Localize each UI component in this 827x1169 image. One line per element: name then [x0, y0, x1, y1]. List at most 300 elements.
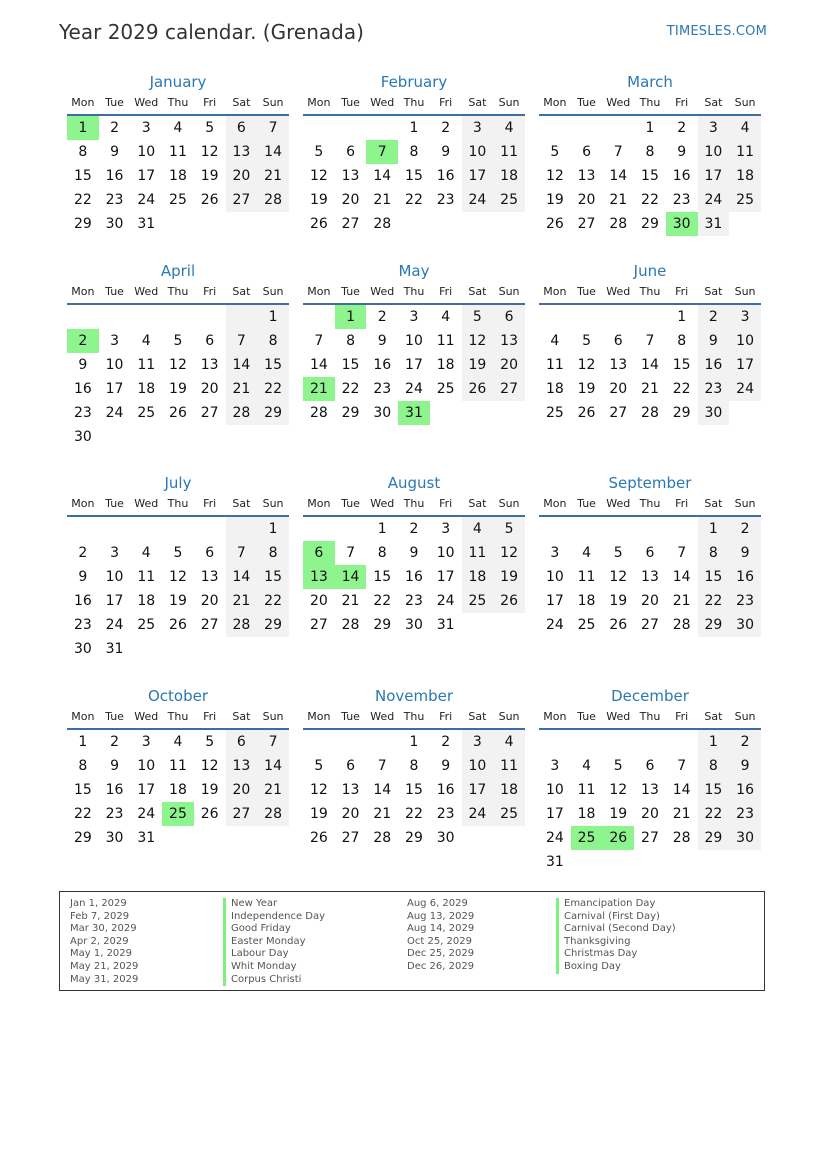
week-row — [539, 613, 761, 637]
weekday-label: Wed — [370, 710, 395, 723]
day-cell: 7 — [645, 333, 655, 349]
day-cell: 22 — [698, 802, 730, 826]
day-cell: 9 — [729, 754, 761, 778]
day-cell: 15 — [73, 782, 92, 798]
day-cell: 25 — [169, 192, 187, 208]
weekday-label: Thu — [639, 285, 661, 298]
day-cell: 1 — [377, 521, 387, 537]
weekday-label: Fri — [203, 710, 217, 723]
day-cell: 26 — [169, 405, 187, 421]
week-row — [67, 565, 289, 589]
weekday-label: Sat — [232, 96, 251, 109]
day-cell: 16 — [672, 168, 691, 184]
weekday-label: Mon — [307, 285, 331, 298]
day-cell: 15 — [257, 565, 289, 589]
weekday-label: Fri — [439, 285, 453, 298]
day-cell: 7 — [226, 541, 258, 565]
holiday-name: Labour Day — [223, 948, 325, 961]
day-cell: 17 — [729, 353, 761, 377]
day-cell: 31 — [545, 854, 564, 870]
day-cell: 25 — [729, 188, 761, 212]
day-cell: 6 — [205, 333, 215, 349]
weekday-label: Tue — [577, 285, 596, 298]
day-cell: 3 — [441, 521, 451, 537]
weekday-label: Thu — [403, 497, 425, 510]
day-cell: 10 — [545, 782, 564, 798]
day-cell: 8 — [78, 144, 88, 160]
weekday-label: Thu — [639, 497, 661, 510]
holiday-name: Emancipation Day — [556, 898, 676, 911]
day-cell: 4 — [141, 333, 151, 349]
day-cell: 26 — [169, 617, 187, 633]
day-cell: 5 — [582, 333, 592, 349]
week-row — [67, 353, 289, 377]
day-cell: 23 — [436, 806, 455, 822]
day-cell: 15 — [698, 778, 730, 802]
weekday-label: Sun — [734, 96, 756, 109]
day-cell: 9 — [677, 144, 687, 160]
day-cell: 10 — [545, 569, 564, 585]
holiday-day-cell: 31 — [398, 401, 430, 425]
day-cell: 23 — [729, 589, 761, 613]
day-cell: 28 — [609, 216, 628, 232]
day-cell: 23 — [729, 802, 761, 826]
weekday-label: Tue — [105, 497, 124, 510]
holiday-date: Dec 26, 2029 — [407, 960, 475, 972]
empty-day-cell — [634, 305, 666, 329]
week-row — [539, 116, 761, 140]
day-cell: 28 — [309, 405, 328, 421]
site-link[interactable]: TIMESLES.COM — [666, 24, 767, 39]
holiday-name: Carnival (Second Day) — [556, 923, 676, 936]
weekday-label: Sat — [468, 96, 487, 109]
day-cell: 28 — [341, 617, 360, 633]
day-cell: 16 — [105, 782, 124, 798]
empty-day-cell — [666, 517, 698, 541]
day-cell: 14 — [309, 357, 328, 373]
day-cell: 24 — [545, 830, 564, 846]
day-cell: 4 — [582, 758, 592, 774]
week-row — [303, 164, 525, 188]
day-cell: 28 — [672, 617, 691, 633]
week-row — [539, 730, 761, 754]
weekday-label: Fri — [439, 710, 453, 723]
day-cell: 1 — [698, 517, 730, 541]
day-cell: 5 — [462, 305, 494, 329]
day-cell: 25 — [462, 589, 494, 613]
day-cell: 14 — [672, 569, 691, 585]
week-row — [303, 188, 525, 212]
day-cell: 21 — [226, 377, 258, 401]
day-cell: 23 — [373, 381, 392, 397]
week-row — [539, 401, 761, 425]
day-cell: 8 — [78, 758, 88, 774]
day-cell: 19 — [169, 381, 187, 397]
day-cell: 9 — [78, 357, 88, 373]
empty-day-cell — [194, 212, 226, 236]
weekday-header — [539, 94, 761, 116]
day-cell: 19 — [309, 806, 328, 822]
day-cell: 26 — [200, 192, 219, 208]
week-row — [67, 613, 289, 637]
day-cell: 19 — [577, 381, 596, 397]
day-cell: 7 — [377, 758, 387, 774]
day-cell: 27 — [577, 216, 596, 232]
day-cell: 31 — [436, 617, 455, 633]
day-cell: 17 — [462, 778, 494, 802]
week-row — [303, 565, 525, 589]
empty-day-cell — [162, 212, 194, 236]
day-cell: 22 — [405, 806, 423, 822]
day-cell: 13 — [200, 357, 219, 373]
day-cell: 21 — [672, 806, 691, 822]
empty-day-cell — [366, 730, 398, 754]
weekday-label: Thu — [167, 96, 189, 109]
weekday-label: Sun — [262, 96, 284, 109]
holiday-day-cell: 7 — [366, 140, 398, 164]
holiday-date: Aug 13, 2029 — [407, 910, 475, 922]
empty-day-cell — [539, 116, 571, 140]
day-cell: 15 — [341, 357, 360, 373]
day-cell: 27 — [200, 617, 219, 633]
weekday-label: Mon — [543, 497, 567, 510]
empty-day-cell — [67, 517, 99, 541]
day-cell: 15 — [641, 168, 659, 184]
week-row — [539, 802, 761, 826]
week-row — [539, 164, 761, 188]
day-cell: 28 — [373, 830, 392, 846]
day-cell: 10 — [137, 758, 156, 774]
day-cell: 11 — [729, 140, 761, 164]
empty-day-cell — [493, 826, 525, 850]
day-cell: 14 — [373, 168, 392, 184]
day-cell: 12 — [462, 329, 494, 353]
day-cell: 7 — [613, 144, 623, 160]
empty-day-cell — [226, 637, 258, 661]
month-title: April — [160, 262, 196, 280]
day-cell: 3 — [550, 545, 560, 561]
day-cell: 23 — [698, 377, 730, 401]
day-cell: 25 — [493, 802, 525, 826]
week-row — [67, 637, 289, 661]
holiday-day-cell: 26 — [602, 826, 634, 850]
week-row — [303, 541, 525, 565]
day-cell: 31 — [137, 830, 156, 846]
day-cell: 21 — [373, 192, 392, 208]
day-cell: 14 — [609, 168, 628, 184]
week-row — [303, 377, 525, 401]
day-cell: 7 — [677, 758, 687, 774]
week-row — [539, 140, 761, 164]
day-cell: 24 — [436, 593, 455, 609]
week-row — [67, 188, 289, 212]
day-cell: 24 — [137, 806, 156, 822]
day-cell: 22 — [73, 192, 92, 208]
day-cell: 22 — [698, 589, 730, 613]
day-cell: 5 — [173, 545, 183, 561]
day-cell: 29 — [698, 826, 730, 850]
day-cell: 11 — [169, 758, 187, 774]
day-cell: 28 — [257, 188, 289, 212]
day-cell: 10 — [462, 140, 494, 164]
day-cell: 11 — [137, 569, 156, 585]
weekday-label: Sun — [262, 497, 284, 510]
weekday-label: Sat — [704, 285, 723, 298]
day-cell: 22 — [73, 806, 92, 822]
day-cell: 19 — [609, 806, 628, 822]
empty-day-cell — [366, 116, 398, 140]
day-cell: 23 — [73, 405, 92, 421]
weekday-label: Tue — [341, 96, 360, 109]
day-cell: 22 — [341, 381, 360, 397]
weekday-header — [303, 94, 525, 116]
week-row — [303, 401, 525, 425]
week-row — [539, 212, 761, 236]
day-cell: 18 — [577, 593, 596, 609]
day-cell: 24 — [105, 405, 124, 421]
day-cell: 8 — [257, 329, 289, 353]
day-cell: 28 — [373, 216, 392, 232]
day-cell: 9 — [78, 569, 88, 585]
day-cell: 10 — [729, 329, 761, 353]
weekday-label: Fri — [675, 497, 689, 510]
day-cell: 20 — [200, 593, 219, 609]
day-cell: 30 — [373, 405, 392, 421]
weekday-label: Tue — [105, 96, 124, 109]
empty-day-cell — [493, 401, 525, 425]
empty-day-cell — [226, 212, 258, 236]
week-row — [67, 164, 289, 188]
day-cell: 21 — [672, 593, 691, 609]
weekday-label: Thu — [639, 710, 661, 723]
day-cell: 19 — [200, 782, 219, 798]
day-cell: 4 — [582, 545, 592, 561]
day-cell: 10 — [462, 754, 494, 778]
empty-day-cell — [257, 425, 289, 449]
week-row — [539, 517, 761, 541]
day-cell: 29 — [641, 216, 659, 232]
empty-day-cell — [99, 425, 131, 449]
weekday-label: Thu — [167, 497, 189, 510]
day-cell: 12 — [200, 144, 219, 160]
day-cell: 24 — [462, 802, 494, 826]
day-cell: 8 — [346, 333, 356, 349]
weekday-label: Tue — [341, 285, 360, 298]
day-cell: 11 — [169, 144, 187, 160]
empty-day-cell — [602, 305, 634, 329]
weekday-label: Mon — [543, 96, 567, 109]
day-cell: 16 — [698, 353, 730, 377]
day-cell: 28 — [257, 802, 289, 826]
holiday-dates-right — [407, 898, 474, 974]
week-row — [303, 802, 525, 826]
empty-day-cell — [130, 425, 162, 449]
day-cell: 16 — [73, 381, 92, 397]
day-cell: 7 — [226, 329, 258, 353]
holiday-name: Christmas Day — [556, 948, 676, 961]
empty-day-cell — [226, 425, 258, 449]
day-cell: 15 — [672, 357, 691, 373]
weekday-label: Sat — [232, 285, 251, 298]
day-cell: 25 — [577, 617, 596, 633]
day-cell: 6 — [645, 545, 655, 561]
holiday-name: Boxing Day — [556, 961, 676, 974]
week-row — [303, 212, 525, 236]
weekday-label: Wed — [134, 497, 159, 510]
empty-day-cell — [602, 517, 634, 541]
weekday-label: Wed — [134, 285, 159, 298]
day-cell: 29 — [373, 617, 392, 633]
day-cell: 29 — [698, 613, 730, 637]
empty-day-cell — [335, 116, 367, 140]
day-cell: 23 — [105, 806, 124, 822]
day-cell: 12 — [545, 168, 564, 184]
empty-day-cell — [99, 517, 131, 541]
weekday-label: Mon — [307, 710, 331, 723]
day-cell: 27 — [226, 188, 258, 212]
day-cell: 17 — [436, 569, 455, 585]
day-cell: 29 — [341, 405, 360, 421]
holiday-date: Aug 14, 2029 — [407, 923, 475, 935]
holiday-date: Apr 2, 2029 — [70, 935, 129, 947]
month-title: May — [398, 262, 430, 280]
weekday-label: Mon — [71, 497, 95, 510]
week-row — [303, 613, 525, 637]
day-cell: 7 — [677, 545, 687, 561]
week-row — [67, 826, 289, 850]
day-cell: 29 — [257, 613, 289, 637]
day-cell: 16 — [729, 778, 761, 802]
day-cell: 21 — [257, 164, 289, 188]
day-cell: 5 — [205, 120, 215, 136]
day-cell: 30 — [73, 641, 92, 657]
week-row — [67, 305, 289, 329]
day-cell: 6 — [582, 144, 592, 160]
month-april — [67, 261, 289, 449]
day-cell: 12 — [200, 758, 219, 774]
empty-day-cell — [666, 850, 698, 874]
empty-day-cell — [571, 305, 603, 329]
weekday-label: Thu — [167, 710, 189, 723]
day-cell: 6 — [613, 333, 623, 349]
weekday-label: Mon — [307, 497, 331, 510]
day-cell: 30 — [105, 830, 124, 846]
empty-day-cell — [634, 517, 666, 541]
weekday-header — [539, 495, 761, 517]
month-october — [67, 686, 289, 850]
month-title: November — [374, 687, 454, 705]
day-cell: 30 — [405, 617, 423, 633]
empty-day-cell — [162, 826, 194, 850]
day-cell: 31 — [698, 212, 730, 236]
day-cell: 1 — [677, 309, 687, 325]
week-row — [67, 401, 289, 425]
day-cell: 18 — [493, 164, 525, 188]
weekday-label: Sat — [468, 710, 487, 723]
holiday-names-left — [223, 898, 325, 986]
day-cell: 25 — [137, 617, 156, 633]
day-cell: 22 — [257, 589, 289, 613]
week-row — [303, 140, 525, 164]
day-cell: 23 — [73, 617, 92, 633]
month-july — [67, 473, 289, 661]
day-cell: 4 — [493, 116, 525, 140]
day-cell: 1 — [409, 120, 419, 136]
empty-day-cell — [303, 730, 335, 754]
day-cell: 10 — [105, 569, 124, 585]
holiday-name: Independence Day — [223, 911, 325, 924]
day-cell: 18 — [577, 806, 596, 822]
day-cell: 20 — [609, 381, 628, 397]
month-title: February — [380, 73, 448, 91]
empty-day-cell — [729, 401, 761, 425]
day-cell: 22 — [373, 593, 392, 609]
holiday-date: May 21, 2029 — [70, 960, 139, 972]
day-cell: 30 — [729, 826, 761, 850]
day-cell: 26 — [609, 617, 628, 633]
month-title: June — [633, 262, 667, 280]
day-cell: 22 — [641, 192, 659, 208]
day-cell: 8 — [698, 541, 730, 565]
empty-day-cell — [539, 517, 571, 541]
week-row — [67, 140, 289, 164]
day-cell: 4 — [141, 545, 151, 561]
day-cell: 1 — [698, 730, 730, 754]
day-cell: 14 — [257, 140, 289, 164]
empty-day-cell — [571, 517, 603, 541]
holiday-day-cell: 2 — [67, 329, 99, 353]
empty-day-cell — [729, 850, 761, 874]
day-cell: 11 — [577, 782, 596, 798]
day-cell: 22 — [257, 377, 289, 401]
day-cell: 2 — [409, 521, 419, 537]
day-cell: 26 — [462, 377, 494, 401]
day-cell: 27 — [309, 617, 328, 633]
day-cell: 21 — [609, 192, 628, 208]
holiday-date: Aug 6, 2029 — [407, 898, 468, 909]
day-cell: 27 — [226, 802, 258, 826]
day-cell: 27 — [641, 830, 659, 846]
day-cell: 26 — [309, 216, 328, 232]
day-cell: 11 — [137, 357, 156, 373]
day-cell: 3 — [462, 116, 494, 140]
empty-day-cell — [634, 730, 666, 754]
day-cell: 13 — [577, 168, 596, 184]
day-cell: 17 — [545, 593, 564, 609]
day-cell: 16 — [436, 782, 455, 798]
day-cell: 17 — [105, 381, 124, 397]
week-row — [67, 778, 289, 802]
day-cell: 23 — [405, 593, 423, 609]
day-cell: 4 — [441, 309, 451, 325]
week-row — [67, 517, 289, 541]
day-cell: 3 — [141, 734, 151, 750]
weekday-label: Thu — [639, 96, 661, 109]
day-cell: 14 — [226, 353, 258, 377]
empty-day-cell — [99, 305, 131, 329]
weekday-label: Thu — [167, 285, 189, 298]
day-cell: 11 — [436, 333, 455, 349]
day-cell: 25 — [493, 188, 525, 212]
day-cell: 9 — [698, 329, 730, 353]
week-row — [539, 305, 761, 329]
day-cell: 16 — [405, 569, 423, 585]
day-cell: 26 — [577, 405, 596, 421]
day-cell: 26 — [545, 216, 564, 232]
day-cell: 16 — [729, 565, 761, 589]
weekday-label: Wed — [370, 497, 395, 510]
day-cell: 12 — [493, 541, 525, 565]
